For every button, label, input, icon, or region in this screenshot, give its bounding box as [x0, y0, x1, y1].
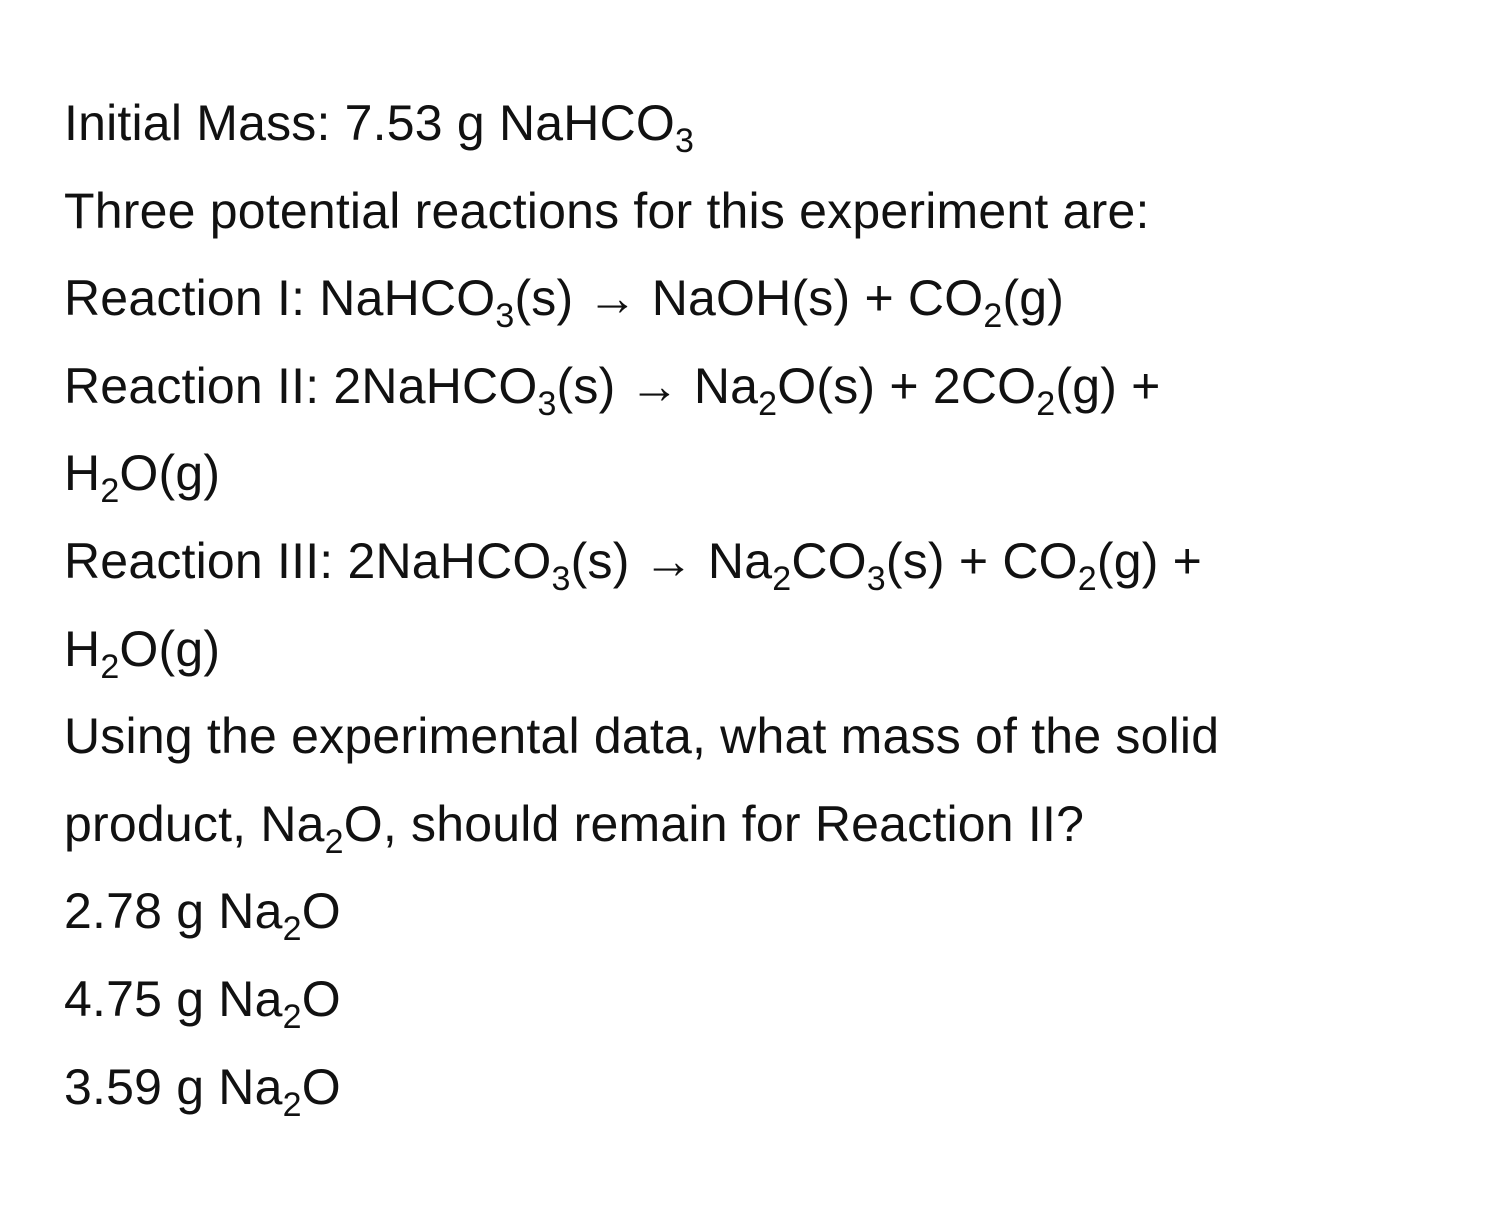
intro-text: Three potential reactions for this experiment are:: [64, 182, 1150, 239]
answer-option-text: O: [301, 1058, 341, 1115]
answer-option-text: O: [301, 970, 341, 1027]
question-text: O, should remain for Reaction II?: [343, 795, 1085, 852]
question-line-1: [64, 693, 1464, 781]
answer-option-text: O: [301, 883, 341, 940]
initial-mass-text: Initial Mass: 7.53 g NaHCO: [64, 95, 675, 151]
subscript: 2: [100, 647, 120, 686]
subscript: 3: [675, 122, 695, 160]
subscript: 2: [1036, 384, 1056, 423]
subscript: 2: [324, 822, 344, 861]
reaction-2-text: H: [64, 445, 101, 502]
answer-option-text: 2.78 g Na: [64, 883, 283, 940]
answer-option-text: 3.59 g Na: [64, 1058, 283, 1115]
subscript: 2: [282, 910, 302, 949]
subscript: 2: [983, 297, 1003, 336]
subscript: 2: [282, 1085, 302, 1124]
intro-line: [64, 168, 1464, 256]
answer-option-text: 4.75 g Na: [64, 970, 283, 1027]
reaction-2-line: [64, 343, 1464, 431]
answer-option-3[interactable]: [64, 1044, 1464, 1132]
question-document: [64, 80, 1464, 1131]
reaction-3-line: [64, 518, 1464, 606]
reaction-3-continuation-line: [64, 606, 1464, 694]
subscript: 2: [1077, 559, 1097, 598]
answer-option-1[interactable]: [64, 868, 1464, 956]
subscript: 3: [537, 384, 557, 423]
subscript: 3: [551, 559, 571, 598]
reaction-1-line: [64, 255, 1464, 343]
subscript: 2: [758, 384, 778, 423]
reaction-3-text: CO: [791, 532, 867, 589]
question-text: product, Na: [64, 795, 325, 852]
subscript: 2: [772, 559, 792, 598]
subscript: 3: [495, 297, 515, 336]
subscript: 3: [866, 559, 886, 598]
reaction-2-text: O(g): [119, 445, 221, 502]
reaction-3-text: H: [64, 620, 101, 677]
reaction-2-continuation-line: [64, 430, 1464, 518]
reaction-1-text: (s) → NaOH(s) + CO: [514, 270, 984, 327]
reaction-3-text: (s) + CO: [885, 532, 1078, 589]
initial-mass-line: [64, 80, 1464, 168]
question-text: Using the experimental data, what mass of the solid: [64, 708, 1220, 765]
reaction-1-text: Reaction I: NaHCO: [64, 270, 496, 327]
reaction-3-text: Reaction III: 2NaHCO: [64, 532, 552, 589]
question-line-2: [64, 781, 1464, 869]
reaction-2-text: O(s) + 2CO: [777, 357, 1037, 414]
reaction-2-text: Reaction II: 2NaHCO: [64, 357, 538, 414]
reaction-2-text: (g) +: [1055, 357, 1161, 414]
subscript: 2: [100, 472, 120, 511]
reaction-3-text: (g) +: [1096, 532, 1203, 589]
reaction-3-text: (s) → Na: [570, 532, 773, 589]
reaction-1-text: (g): [1002, 270, 1065, 327]
subscript: 2: [282, 997, 302, 1036]
answer-option-2[interactable]: [64, 956, 1464, 1044]
reaction-3-text: O(g): [119, 620, 221, 677]
reaction-2-text: (s) → Na: [556, 357, 759, 414]
